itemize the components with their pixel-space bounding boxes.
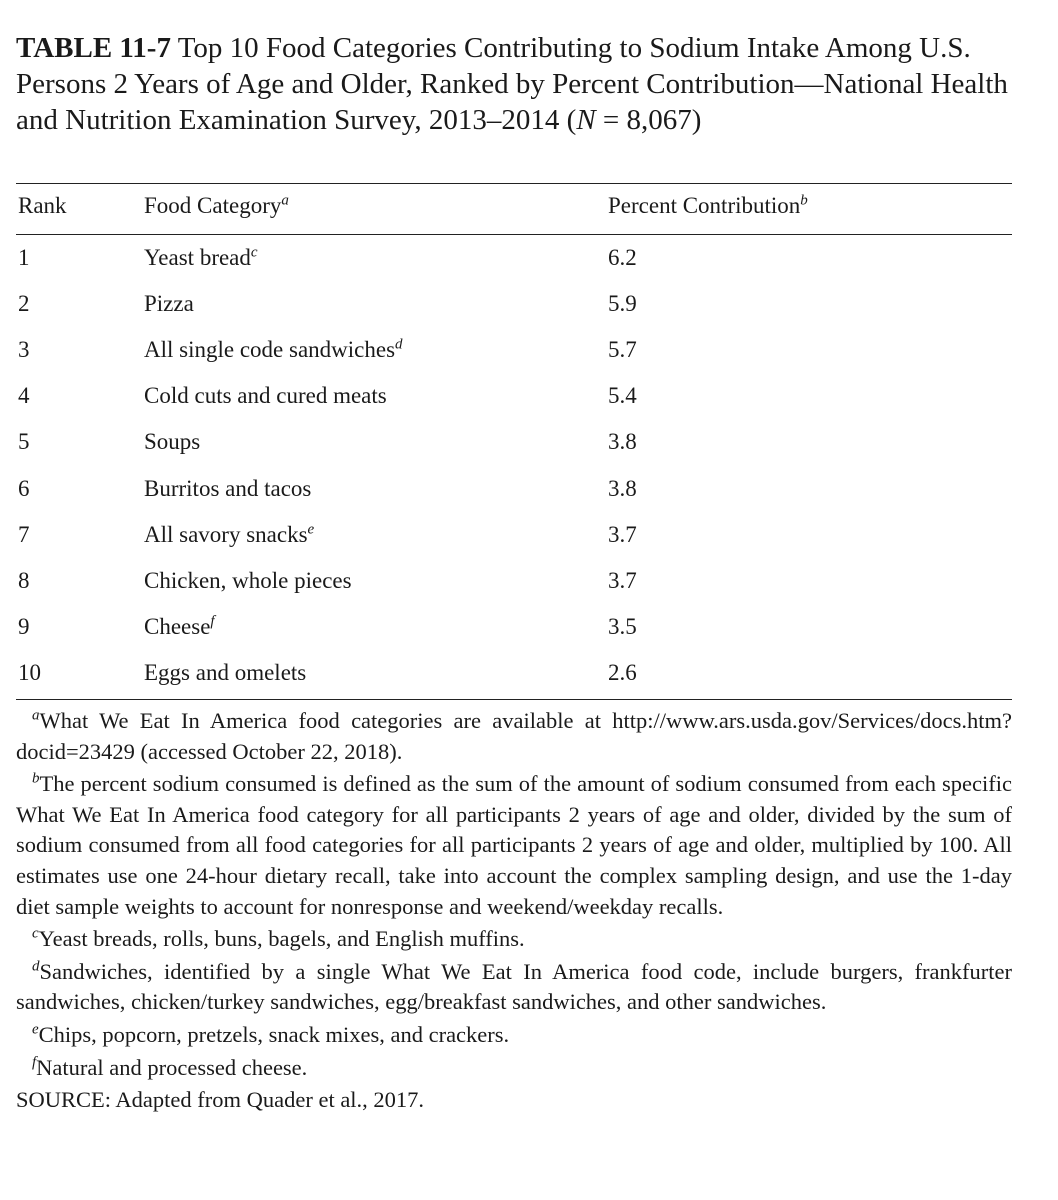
top-rule bbox=[16, 183, 1012, 184]
header-food-note: a bbox=[281, 192, 289, 209]
footnote-b bbox=[16, 769, 1012, 922]
percent-cell: 3.7 bbox=[608, 567, 637, 593]
percent-cell: 3.8 bbox=[608, 429, 637, 455]
header-pct-label: Percent Contribution bbox=[608, 193, 801, 218]
table-row bbox=[16, 522, 1012, 568]
footnote-e bbox=[16, 1020, 1012, 1051]
table-row bbox=[16, 614, 1012, 660]
footnote-text: What We Eat In America food categories are available at http://www.ars.usda.gov/Services/docs.htm?docid=23429 (accessed October 22, 2018). bbox=[16, 708, 1012, 764]
footnote-text: Natural and processed cheese. bbox=[36, 1054, 308, 1080]
food-category-text: Eggs and omelets bbox=[144, 659, 307, 685]
footnotes bbox=[16, 706, 1012, 1118]
footnote-mark: b bbox=[32, 770, 40, 787]
table-header bbox=[16, 193, 1012, 227]
footnote-mark: f bbox=[32, 1054, 37, 1071]
food-category-cell bbox=[144, 337, 403, 363]
title-n-symbol: N bbox=[576, 104, 596, 136]
food-category-cell bbox=[144, 568, 352, 594]
footnote-a bbox=[16, 706, 1012, 767]
footnote-c bbox=[16, 924, 1012, 955]
table-row bbox=[16, 476, 1012, 522]
header-food-category bbox=[144, 193, 289, 219]
table-title bbox=[16, 30, 1026, 138]
food-category-cell bbox=[144, 291, 194, 317]
food-category-text: All savory snacks bbox=[144, 521, 308, 547]
footnote-f bbox=[16, 1053, 1012, 1084]
table-row bbox=[16, 245, 1012, 291]
source-note: SOURCE: Adapted from Quader et al., 2017. bbox=[16, 1087, 425, 1113]
header-food-label: Food Category bbox=[144, 193, 282, 218]
percent-cell: 5.9 bbox=[608, 291, 637, 317]
percent-cell: 5.7 bbox=[608, 337, 637, 363]
header-rank: Rank bbox=[18, 193, 67, 218]
food-category-text: Yeast bread bbox=[144, 245, 251, 270]
rank-cell: 2 bbox=[18, 291, 30, 317]
rank-cell: 10 bbox=[18, 659, 41, 685]
header-percent-contribution bbox=[608, 193, 808, 219]
rank-cell: 9 bbox=[18, 613, 30, 639]
table-label: TABLE 11-7 bbox=[16, 32, 171, 64]
footnote-mark: c bbox=[32, 925, 39, 942]
rank-cell: 3 bbox=[18, 337, 30, 363]
food-category-text: Burritos and tacos bbox=[144, 475, 312, 501]
table-row bbox=[16, 383, 1012, 429]
footnote-text: Yeast breads, rolls, buns, bagels, and English muffins. bbox=[38, 926, 525, 952]
food-category-text: Chicken, whole pieces bbox=[144, 567, 352, 593]
footnote-mark: e bbox=[32, 1021, 39, 1038]
percent-cell: 3.5 bbox=[608, 613, 637, 639]
percent-cell: 3.8 bbox=[608, 475, 637, 501]
percent-cell: 6.2 bbox=[608, 245, 637, 270]
food-category-cell bbox=[144, 522, 314, 548]
percent-cell: 3.7 bbox=[608, 521, 637, 547]
table-row bbox=[16, 568, 1012, 614]
rank-cell: 6 bbox=[18, 475, 30, 501]
food-category-cell bbox=[144, 476, 311, 502]
food-category-cell bbox=[144, 614, 215, 640]
footnote-marker: f bbox=[210, 613, 215, 630]
footnote-marker: d bbox=[395, 336, 403, 353]
footnote-list bbox=[16, 706, 1012, 1083]
rank-cell: 8 bbox=[18, 567, 30, 593]
table-row bbox=[16, 429, 1012, 475]
footnote-text: Chips, popcorn, pretzels, snack mixes, and crackers. bbox=[38, 1021, 510, 1047]
rank-cell: 7 bbox=[18, 521, 30, 547]
header-pct-note: b bbox=[800, 192, 808, 209]
footnote-marker: c bbox=[250, 244, 258, 261]
food-category-cell bbox=[144, 660, 306, 686]
footnote-mark: d bbox=[32, 958, 40, 975]
footnote-text: Sandwiches, identified by a single What We Eat In America food code, include burgers, frankfurter sandwiches, chicken/turkey sandwiches, egg/breakfast sandwiches, and other sandwiches. bbox=[16, 958, 1012, 1015]
title-n-value: = 8,067) bbox=[595, 104, 702, 136]
footnote-text: The percent sodium consumed is defined as the sum of the amount of sodium consumed from each specific What We Eat In America food category for all participants 2 years of age and older, divided by the sum of sodium consumed from all food categories for all participants 2 years of age and older, multiplied by 100. All estimates use one 24-hour dietary recall, take into account the complex sampling design, and use the 1-day diet sample weights to account for nonresponse and weekend/weekday recalls. bbox=[16, 771, 1012, 919]
percent-cell: 5.4 bbox=[608, 383, 637, 409]
rank-cell: 1 bbox=[18, 245, 30, 270]
footnote-marker: e bbox=[307, 520, 315, 537]
table-row bbox=[16, 337, 1012, 383]
food-category-text: Soups bbox=[144, 429, 201, 455]
table-row bbox=[16, 291, 1012, 337]
rank-cell: 5 bbox=[18, 429, 30, 455]
food-category-text: All single code sandwiches bbox=[144, 337, 396, 363]
title-text: Top 10 Food Categories Contributing to Sodium Intake Among U.S. Persons 2 Years of Age and Older, Ranked by Percent Contribution—National Health and Nutrition Examination Survey, 2013–2014 ( bbox=[16, 32, 1008, 136]
rank-cell: 4 bbox=[18, 383, 30, 409]
food-category-cell bbox=[144, 245, 258, 271]
food-category-text: Cheese bbox=[144, 613, 211, 639]
food-category-cell bbox=[144, 429, 200, 455]
food-category-cell bbox=[144, 383, 387, 409]
header-rule bbox=[16, 234, 1012, 235]
percent-cell: 2.6 bbox=[608, 659, 637, 685]
food-category-text: Pizza bbox=[144, 291, 194, 317]
footnote-d bbox=[16, 957, 1012, 1018]
bottom-rule bbox=[16, 699, 1012, 700]
footnote-mark: a bbox=[32, 707, 40, 724]
food-category-text: Cold cuts and cured meats bbox=[144, 383, 387, 409]
